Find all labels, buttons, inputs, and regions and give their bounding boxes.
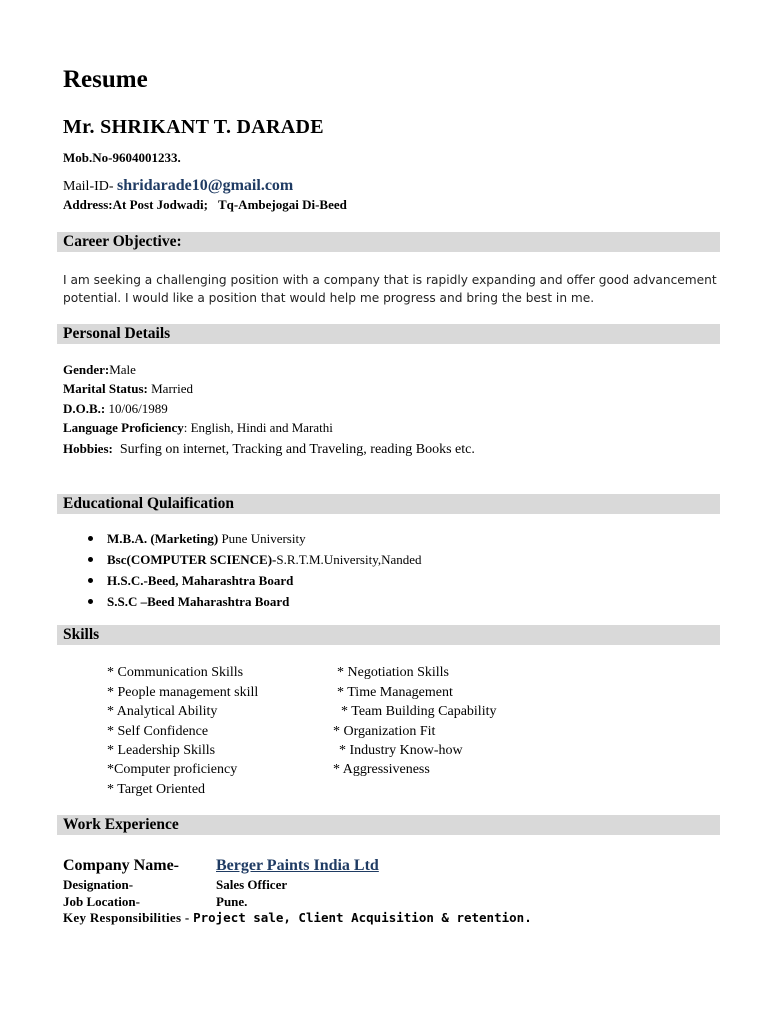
language-value: : English, Hindi and Marathi — [183, 420, 333, 435]
hobbies-label: Hobbies: — [63, 441, 113, 456]
skill-item: * Team Building Capability — [341, 704, 497, 719]
dob-label: D.O.B.: — [63, 401, 106, 416]
section-work-experience — [57, 815, 720, 835]
list-item — [63, 593, 422, 614]
dob-value: 10/06/1989 — [108, 401, 168, 416]
email-link[interactable]: shridarade10@gmail.com — [117, 177, 294, 194]
key-responsibilities — [63, 910, 532, 926]
skill-item: * Time Management — [337, 685, 453, 700]
gender-label: Gender: — [63, 362, 110, 377]
company-label: Company Name- — [63, 857, 179, 874]
address-part1: At Post Jodwadi; — [112, 197, 208, 212]
language-label: Language Proficiency — [63, 420, 184, 435]
career-objective-text: I am seeking a challenging position with a company that is rapidly expanding and offer good advancement potential. I would like a position that would help me progress and bring the best in me. — [63, 273, 717, 305]
edu-institution: S.R.T.M.University,Nanded — [276, 552, 422, 567]
edu-degree: M.B.A. (Marketing) — [107, 531, 219, 546]
designation-label: Designation- — [63, 877, 134, 892]
edu-degree: Bsc(COMPUTER SCIENCE)- — [107, 552, 277, 567]
gender-row — [63, 362, 136, 378]
company-link[interactable]: Berger Paints India Ltd — [216, 857, 379, 874]
skill-item: * People management skill — [107, 685, 259, 700]
edu-degree: H.S.C.-Beed, Maharashtra Board — [107, 573, 294, 588]
skill-item: * Leadership Skills — [107, 743, 216, 758]
hobbies-row — [63, 441, 475, 458]
gender-value: Male — [109, 362, 136, 377]
marital-row — [63, 381, 193, 397]
section-heading: Skills — [63, 626, 100, 643]
skill-item: * Aggressiveness — [333, 762, 430, 777]
skill-item: * Analytical Ability — [107, 704, 218, 719]
key-value: Project sale, Client Acquisition & retention. — [193, 910, 532, 925]
section-personal-details — [57, 324, 720, 344]
dob-row — [63, 401, 168, 417]
skill-item: * Negotiation Skills — [337, 665, 449, 680]
address-part2: Tq-Ambejogai Di-Beed — [217, 197, 347, 212]
mobile-number: Mob.No-9604001233. — [63, 150, 181, 165]
list-item — [63, 572, 422, 593]
marital-value: Married — [151, 381, 193, 396]
skill-item: * Communication Skills — [107, 665, 244, 680]
section-education — [57, 494, 720, 514]
location-label: Job Location- — [63, 894, 140, 909]
address-line — [63, 197, 347, 213]
resume-title: Resume — [63, 66, 148, 93]
section-heading: Work Experience — [63, 816, 179, 833]
edu-degree: S.S.C –Beed Maharashtra Board — [107, 594, 290, 609]
designation-value: Sales Officer — [216, 877, 288, 892]
skill-item: * Target Oriented — [107, 782, 206, 797]
edu-institution: Pune University — [218, 531, 306, 546]
skill-item: * Self Confidence — [107, 724, 209, 739]
list-item — [63, 530, 422, 551]
section-career-objective — [57, 232, 720, 252]
language-row — [63, 420, 333, 436]
skill-item: * Industry Know-how — [339, 743, 463, 758]
mail-line — [63, 177, 293, 195]
section-skills — [57, 625, 720, 645]
section-heading: Career Objective: — [63, 233, 182, 250]
section-heading: Educational Qulaification — [63, 495, 234, 512]
hobbies-value: Surfing on internet, Tracking and Traveling, reading Books etc. — [119, 442, 475, 457]
marital-label: Marital Status: — [63, 381, 148, 396]
skill-item: * Organization Fit — [333, 724, 436, 739]
address-label: Address: — [63, 197, 113, 212]
mail-label: Mail-ID- — [63, 179, 114, 194]
section-heading: Personal Details — [63, 325, 171, 342]
education-list — [63, 530, 422, 614]
location-value: Pune. — [216, 894, 248, 909]
key-label: Key Responsibilities - — [63, 910, 190, 925]
list-item — [63, 551, 422, 572]
skill-item: *Computer proficiency — [107, 762, 238, 777]
candidate-name: Mr. SHRIKANT T. DARADE — [63, 116, 324, 138]
